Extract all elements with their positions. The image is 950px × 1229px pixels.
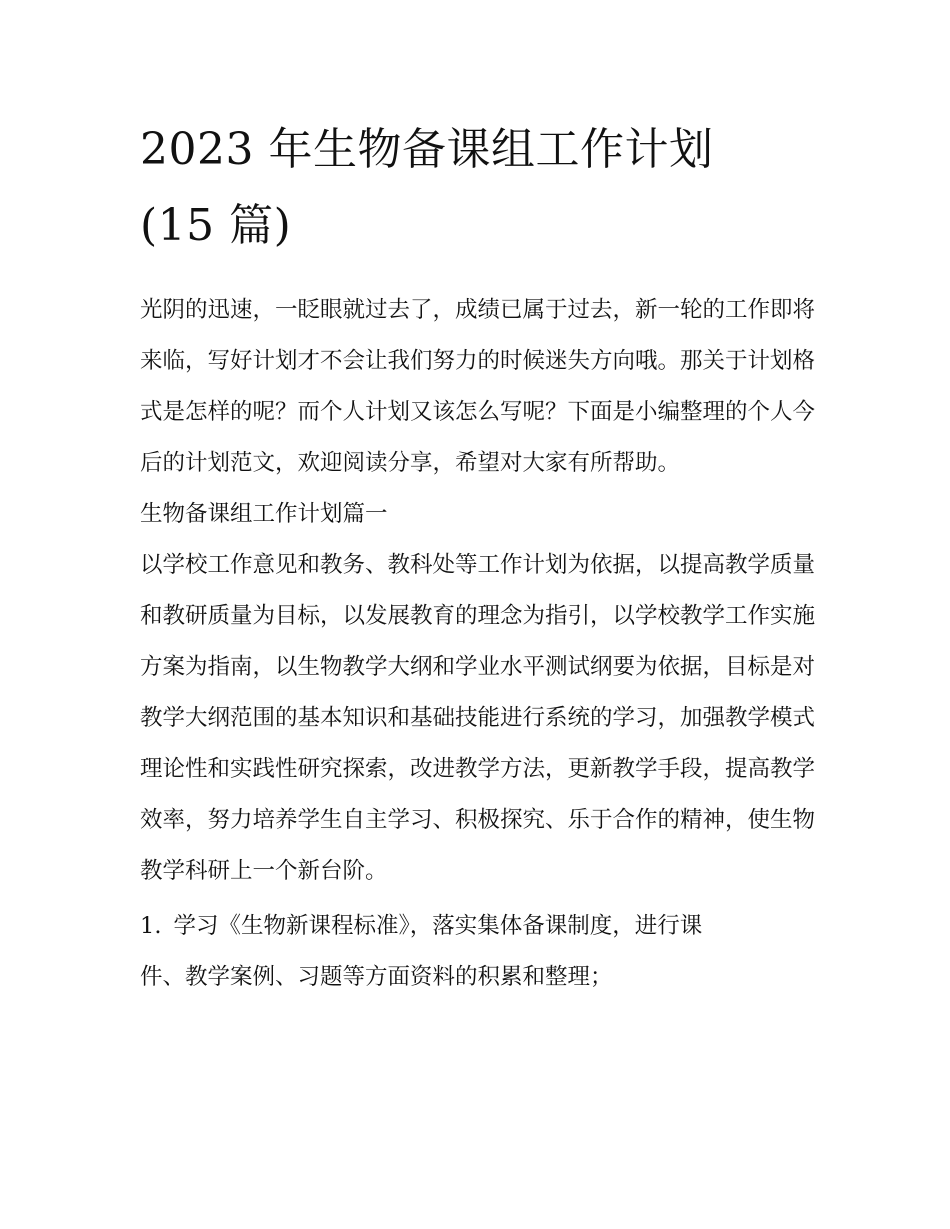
- document-page: [140, 112, 815, 1003]
- list-item-text-line-2: 件、教学案例、习题等方面资料的积累和整理；: [140, 964, 613, 990]
- title-line-1: 2023 年生物备课组工作计划: [140, 124, 714, 175]
- document-title: [140, 112, 815, 264]
- list-item: [140, 901, 815, 1003]
- section-heading: 生物备课组工作计划篇一: [140, 501, 388, 527]
- body-paragraph: 以学校工作意见和教务、教科处等工作计划为依据，以提高教学质量和教研质量为目标，以发展教育的理念为指引，以学校教学工作实施方案为指南，以生物教学大纲和学业水平测试纲要为依据，目标是对教学大纲范围的基本知识和基础技能进行系统的学习，加强教学模式理论性和实践性研究探索，改进教学方法，更新教学手段，提高教学效率，努力培养学生自主学习、积极探究、乐于合作的精神，使生物教学科研上一个新台阶。: [140, 552, 816, 884]
- intro-paragraph: 光阴的迅速，一眨眼就过去了，成绩已属于过去，新一轮的工作即将来临，写好计划才不会让我们努力的时候迷失方向哦。那关于计划格式是怎样的呢？而个人计划又该怎么写呢？下面是小编整理的个人今后的计划范文，欢迎阅读分享，希望对大家有所帮助。: [140, 297, 816, 476]
- list-item-marker: 1.: [140, 913, 162, 939]
- title-line-2: (15 篇): [140, 200, 292, 251]
- list-item-text-line-1: 学习《生物新课程标准》，落实集体备课制度，进行课: [173, 913, 703, 939]
